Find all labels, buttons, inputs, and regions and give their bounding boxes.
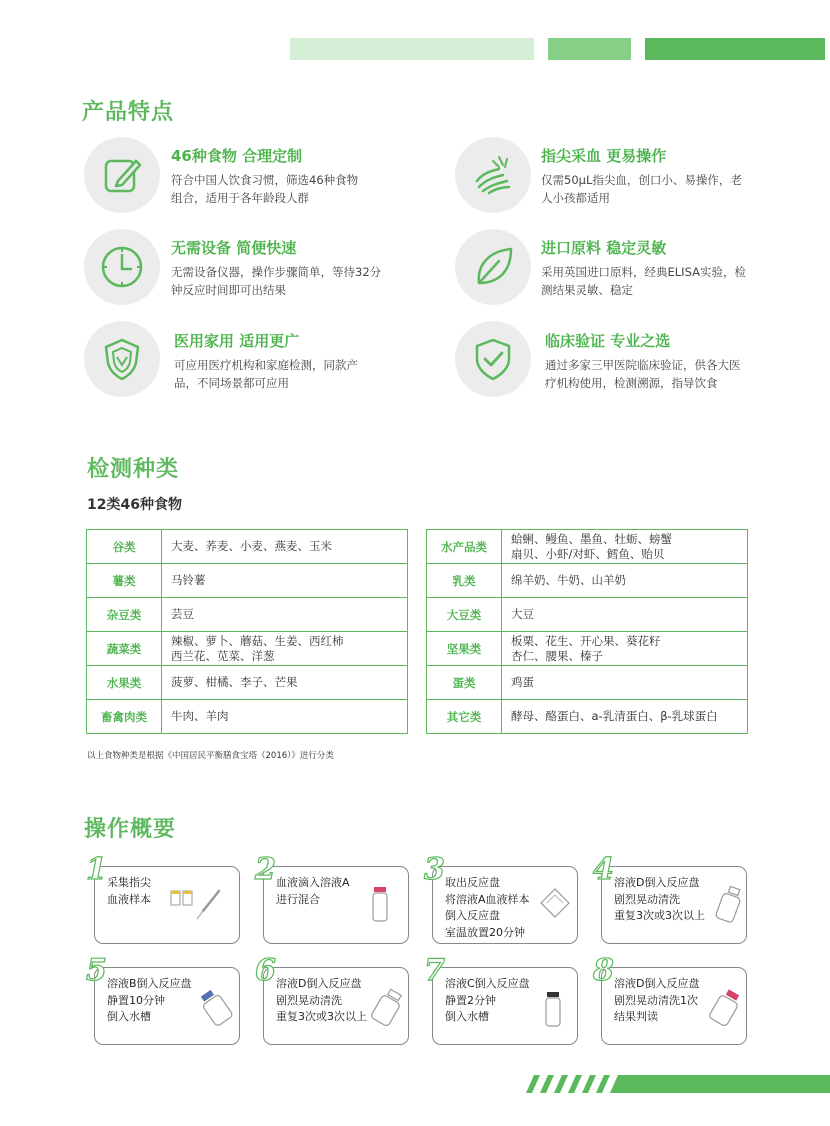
step-card: 8 溶液D倒入反应盘 剧烈晃动清洗1次 结果判读 — [601, 967, 747, 1045]
feature-desc: 可应用医疗机构和家庭检测，同款产品，不同场景都可应用 — [174, 358, 358, 390]
category-name: 其它类 — [427, 700, 502, 734]
operation-title: 操作概要 — [84, 817, 177, 842]
category-name: 杂豆类 — [87, 598, 162, 632]
category-name: 畜禽肉类 — [87, 700, 162, 734]
feature-icon-circle — [84, 321, 160, 397]
feature-desc: 仅需50μL指尖血，创口小、易操作，老人小孩都适用 — [541, 173, 742, 205]
shield-icon — [98, 335, 146, 383]
category-items: 绵羊奶、牛奶、山羊奶 — [502, 564, 748, 598]
category-items: 蛤蜊、鳗鱼、墨鱼、牡蛎、螃蟹 扇贝、小虾/对虾、鳕鱼、贻贝 — [502, 530, 748, 564]
feature-title: 进口原料 稳定灵敏 — [541, 239, 667, 257]
feature-icon-circle — [84, 137, 160, 213]
category-name: 乳类 — [427, 564, 502, 598]
table-row — [87, 666, 408, 700]
table-row — [87, 632, 408, 666]
step-card: 4 溶液D倒入反应盘 剧烈晃动清洗 重复3次或3次以上 — [601, 866, 747, 944]
tube-icon — [543, 990, 563, 1030]
top-bar-light — [290, 38, 534, 60]
category-name: 蔬菜类 — [87, 632, 162, 666]
clock-icon — [98, 243, 146, 291]
step-card: 3 取出反应盘 将溶液A血液样本 倒入反应盘 室温放置20分钟 — [432, 866, 578, 944]
category-items: 酵母、酪蛋白、a-乳清蛋白、β-乳球蛋白 — [502, 700, 748, 734]
category-items: 大豆 — [502, 598, 748, 632]
edit-icon — [98, 151, 146, 199]
category-items: 板栗、花生、开心果、葵花籽 杏仁、腰果、榛子 — [502, 632, 748, 666]
detection-title: 检测种类 — [87, 457, 180, 482]
table-row — [427, 530, 748, 564]
step-number: 2 — [255, 852, 276, 887]
bottle-icon — [714, 885, 744, 925]
table-row — [87, 598, 408, 632]
top-bar-dark — [645, 38, 825, 60]
step-card: 1 采集指尖 血液样本 — [94, 866, 240, 944]
step-card: 6 溶液D倒入反应盘 剧烈晃动清洗 重复3次或3次以上 — [263, 967, 409, 1045]
category-name: 水产品类 — [427, 530, 502, 564]
feature-icon-circle — [455, 229, 531, 305]
table-row — [87, 530, 408, 564]
step-number: 3 — [424, 852, 445, 887]
step-card: 7 溶液C倒入反应盘 静置2分钟 倒入水槽 — [432, 967, 578, 1045]
table-row — [427, 598, 748, 632]
category-items: 鸡蛋 — [502, 666, 748, 700]
feature-desc: 无需设备仪器，操作步骤简单，等待32分钟反应时间即可出结果 — [171, 265, 382, 297]
detection-subtitle: 12类46种食物 — [87, 497, 182, 513]
table-row — [427, 700, 748, 734]
feature-icon-circle — [455, 321, 531, 397]
category-name: 水果类 — [87, 666, 162, 700]
feature-title: 指尖采血 更易操作 — [541, 147, 667, 165]
category-name: 谷类 — [87, 530, 162, 564]
step-number: 1 — [86, 852, 107, 887]
table-row — [427, 666, 748, 700]
features-title: 产品特点 — [82, 100, 175, 125]
bottle-icon — [370, 988, 404, 1028]
category-name: 蛋类 — [427, 666, 502, 700]
top-bar-mid — [548, 38, 631, 60]
leaf-icon — [469, 243, 517, 291]
cups-dropper-icon — [167, 885, 227, 925]
table-row — [427, 632, 748, 666]
step-number: 6 — [255, 953, 276, 988]
table-row — [87, 564, 408, 598]
step-number: 7 — [424, 953, 445, 988]
classification-note: 以上食物种类是根据《中国居民平衡膳食宝塔（2016）》进行分类 — [87, 751, 334, 761]
feature-title: 无需设备 简便快速 — [171, 239, 297, 257]
feature-icon-circle — [84, 229, 160, 305]
step-number: 8 — [593, 953, 614, 988]
fingertip-icon — [469, 151, 517, 199]
feature-icon-circle — [455, 137, 531, 213]
feature-desc: 符合中国人饮食习惯，筛选46种食物组合，适用于各年龄段人群 — [171, 173, 359, 205]
table-row — [427, 564, 748, 598]
category-items: 菠萝、柑橘、李子、芒果 — [162, 666, 408, 700]
step-number: 4 — [593, 852, 614, 887]
category-name: 坚果类 — [427, 632, 502, 666]
footer-stripes — [518, 1075, 830, 1093]
step-card: 2 血液滴入溶液A 进行混合 — [263, 866, 409, 944]
category-name: 薯类 — [87, 564, 162, 598]
step-card: 5 溶液B倒入反应盘 静置10分钟 倒入水槽 — [94, 967, 240, 1045]
category-table-right — [426, 529, 748, 734]
table-row — [87, 700, 408, 734]
feature-desc: 通过多家三甲医院临床验证，供各大医疗机构使用，检测溯源，指导饮食 — [545, 358, 741, 390]
category-items: 马铃薯 — [162, 564, 408, 598]
category-items: 大麦、荞麦、小麦、燕麦、玉米 — [162, 530, 408, 564]
check-shield-icon — [469, 335, 517, 383]
feature-desc: 采用英国进口原料，经典ELISA实验，检测结果灵敏、稳定 — [541, 265, 746, 297]
category-items: 牛肉、羊肉 — [162, 700, 408, 734]
feature-title: 医用家用 适用更广 — [174, 332, 300, 350]
feature-title: 46种食物 合理定制 — [171, 147, 303, 165]
bottle-icon — [708, 988, 742, 1028]
bottle-icon — [199, 988, 233, 1028]
category-name: 大豆类 — [427, 598, 502, 632]
category-table-left — [86, 529, 408, 734]
category-items: 辣椒、萝卜、蘑菇、生姜、西红柿 西兰花、苋菜、洋葱 — [162, 632, 408, 666]
category-items: 芸豆 — [162, 598, 408, 632]
plate-icon — [537, 885, 573, 921]
tube-icon — [370, 885, 390, 925]
feature-title: 临床验证 专业之选 — [545, 332, 671, 350]
step-number: 5 — [86, 953, 107, 988]
